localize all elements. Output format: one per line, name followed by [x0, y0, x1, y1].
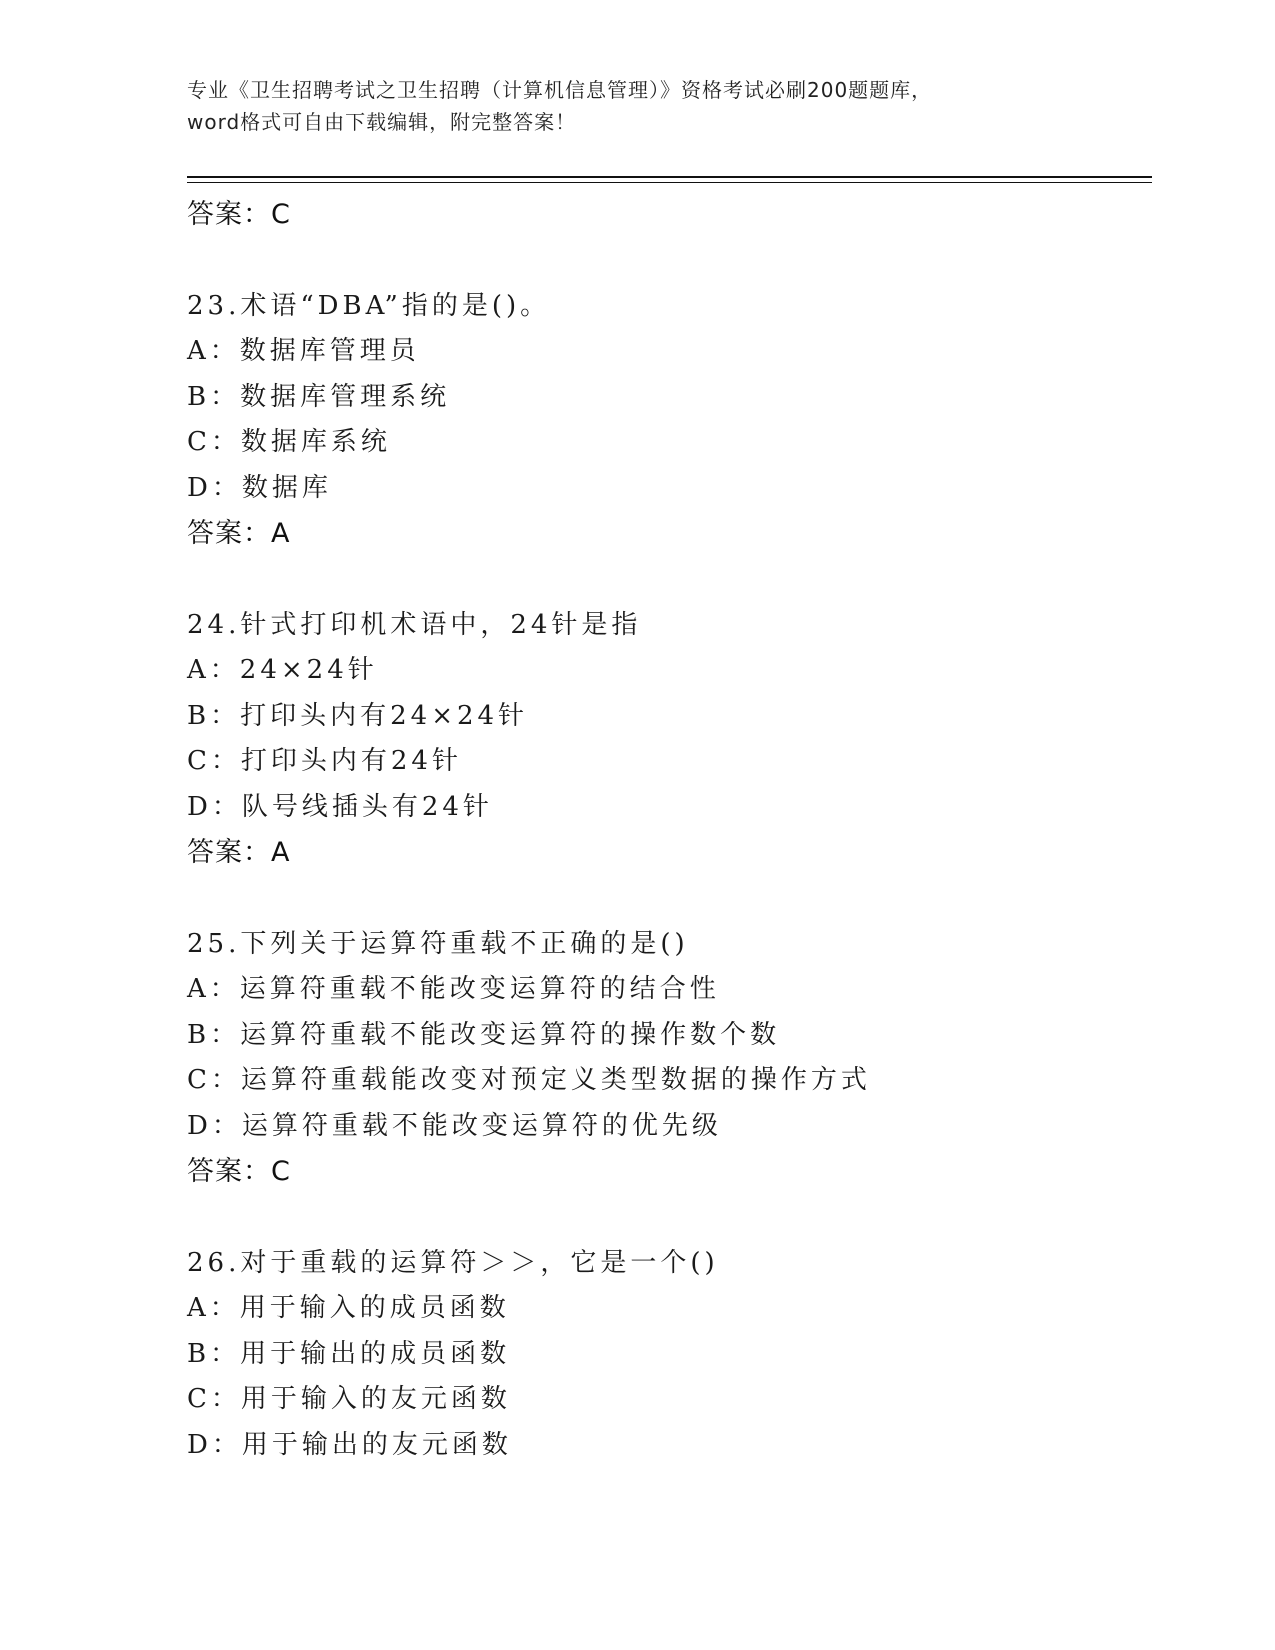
option-c: C：用于输入的友元函数 — [187, 1384, 511, 1414]
question-stem: 24.针式打印机术语中，24针是指 — [187, 609, 642, 640]
question-list — [187, 192, 1147, 1468]
spacer — [187, 238, 1147, 284]
question-stem: 23.术语“DBA”指的是()。 — [187, 290, 551, 321]
question-23 — [187, 284, 1147, 557]
option-b: B：数据库管理系统 — [187, 381, 451, 412]
option-b: B：运算符重载不能改变运算符的操作数个数 — [187, 1019, 781, 1050]
header-line-2: word格式可自由下载编辑，附完整答案！ — [187, 110, 577, 134]
question-26 — [187, 1241, 1147, 1469]
question-25 — [187, 922, 1147, 1195]
header-line-1: 专业《卫生招聘考试之卫生招聘（计算机信息管理）》资格考试必刷200题题库， — [187, 78, 933, 102]
option-d: D：数据库 — [187, 472, 332, 503]
option-c: C：运算符重载能改变对预定义类型数据的操作方式 — [187, 1065, 871, 1095]
option-c: C：数据库系统 — [187, 427, 391, 457]
answer-line: 答案：C — [187, 199, 291, 230]
option-b: B：用于输出的成员函数 — [187, 1338, 511, 1369]
spacer — [187, 557, 1147, 603]
option-d: D：用于输出的友元函数 — [187, 1429, 512, 1460]
answer-line: 答案：A — [187, 518, 291, 549]
option-b: B：打印头内有24×24针 — [187, 700, 529, 731]
option-a: A：24×24针 — [187, 655, 378, 685]
question-stem: 26.对于重载的运算符＞＞，它是一个() — [187, 1247, 719, 1278]
option-a: A：用于输入的成员函数 — [187, 1293, 510, 1323]
question-stem: 25.下列关于运算符重载不正确的是() — [187, 928, 689, 959]
document-header — [187, 74, 1087, 138]
answer-line: 答案：C — [187, 1156, 291, 1187]
header-rule-thick — [187, 176, 1152, 178]
option-a: A：运算符重载不能改变运算符的结合性 — [187, 974, 720, 1004]
question-24 — [187, 603, 1147, 876]
option-d: D：队号线插头有24针 — [187, 791, 493, 822]
spacer — [187, 876, 1147, 922]
spacer — [187, 1195, 1147, 1241]
header-rule-thin — [187, 182, 1152, 183]
answer-line: 答案：A — [187, 837, 291, 868]
option-a: A：数据库管理员 — [187, 336, 420, 366]
option-c: C：打印头内有24针 — [187, 746, 462, 776]
option-d: D：运算符重载不能改变运算符的优先级 — [187, 1110, 722, 1141]
